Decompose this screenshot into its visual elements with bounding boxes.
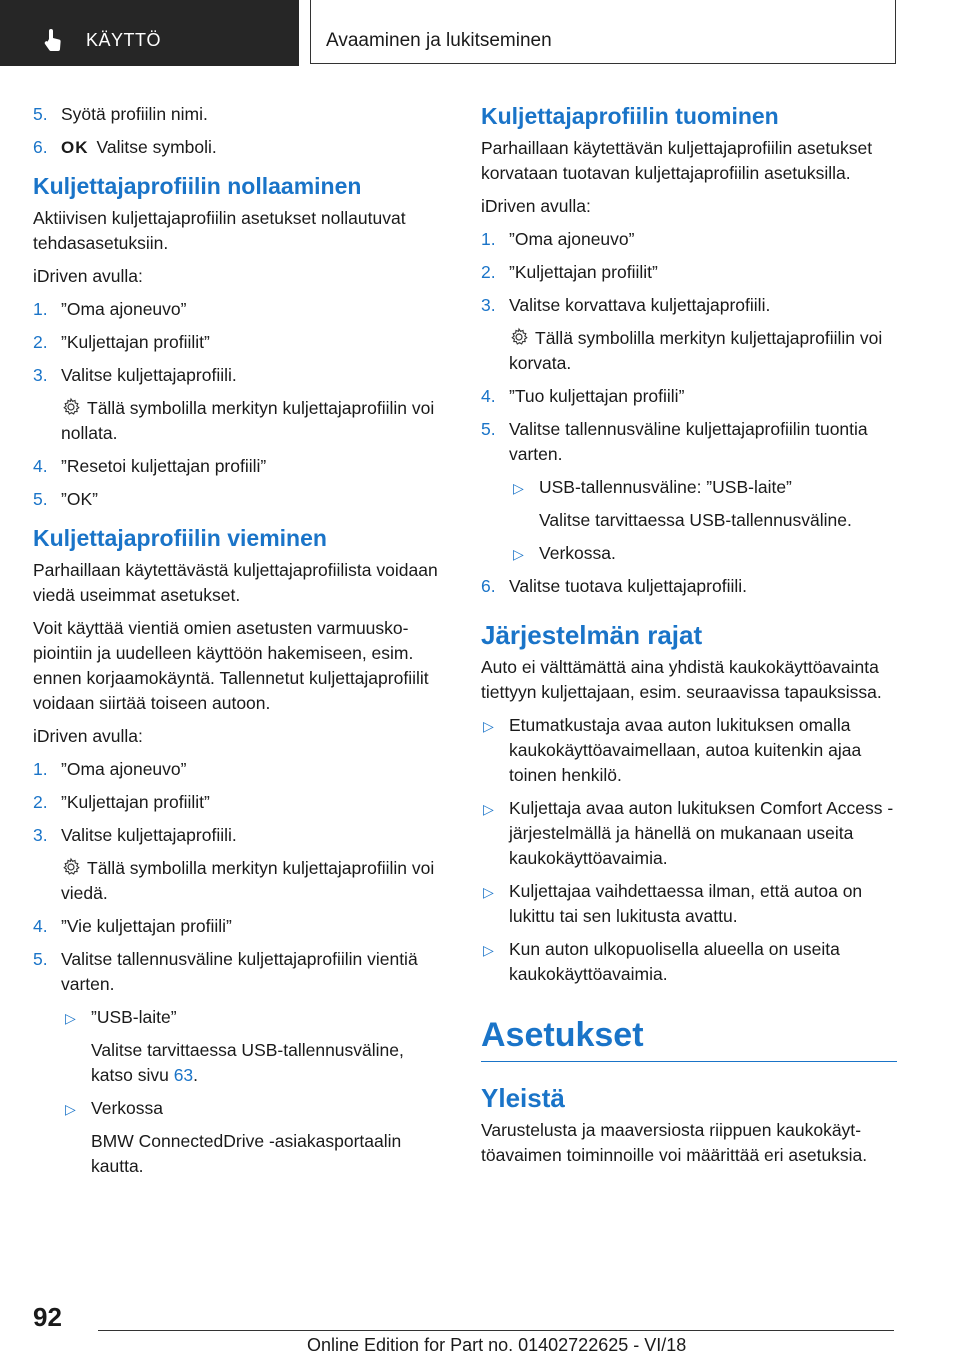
list-item: 1. ”Oma ajoneuvo”: [481, 229, 635, 249]
note: Tällä symbolilla merkityn kuljettajaprofiilin voi nollata.: [61, 398, 435, 443]
reset-heading: Kuljettajaprofiilin nollaaminen: [33, 173, 362, 199]
ok-symbol-icon: OK: [61, 138, 89, 157]
list-item: 5. ”OK”: [33, 489, 98, 509]
list-item: 2. ”Kuljettajan profiilit”: [33, 792, 210, 812]
paragraph: Auto ei välttämättä aina yhdistä kaukokäyttöavainta tiettyyn kuljettajaan, esim. seuraavissa tapauksissa.: [481, 657, 882, 702]
triangle-bullet-icon: ▷: [513, 480, 524, 496]
bullet-item: ▷ Etumatkustaja avaa auton lukituksen omalla kaukokäyttöavaimellaan, autoa kuitenkin ajaa toinen henkilö.: [483, 715, 862, 785]
list-item: 3. Valitse korvattava kuljettajaprofiili.: [481, 295, 771, 315]
page-link[interactable]: 63: [173, 1065, 194, 1085]
page-number: 92: [33, 1302, 62, 1332]
bullet-item: ▷ Verkossa: [33, 1096, 449, 1121]
sub-text: BMW ConnectedDrive -asiakasportaalin kautta.: [91, 1131, 402, 1176]
list-item: 4. ”Resetoi kuljettajan profiili”: [33, 456, 267, 476]
sub-text: Valitse tarvittaessa USB-tallennusväline.: [539, 510, 852, 530]
left-column: [33, 102, 449, 1187]
note: Tällä symbolilla merkityn kuljettajaprofiilin voi viedä.: [61, 858, 435, 903]
list-item: 3. Valitse kuljettajaprofiili.: [33, 825, 237, 845]
triangle-bullet-icon: ▷: [65, 1101, 76, 1117]
import-heading: Kuljettajaprofiilin tuominen: [481, 103, 779, 129]
triangle-bullet-icon: ▷: [483, 884, 494, 900]
gear-icon: [509, 327, 529, 347]
note: Tällä symbolilla merkityn kuljettajaprofiilin voi korvata.: [509, 328, 883, 373]
gear-icon: [61, 397, 81, 417]
paragraph: iDriven avulla:: [33, 266, 143, 286]
general-heading: Yleistä: [481, 1083, 565, 1113]
list-item: 5. Syötä profiilin nimi.: [33, 104, 208, 124]
paragraph: Aktiivisen kuljettajaprofiilin asetukset nollautuvat tehdasasetuksiin.: [33, 208, 406, 253]
triangle-bullet-icon: ▷: [483, 718, 494, 734]
paragraph: Varustelusta ja maaversiosta riippuen kaukokäyttöavaimen toiminnoille voi määrittää eri asetuksia.: [481, 1120, 868, 1165]
list-item: 5. Valitse tallennusväline kuljettajaprofiilin vientiä varten.: [33, 949, 418, 994]
bullet-item: ▷ Kuljettajaa vaihdettaessa ilman, että autoa on lukittu tai sen lukitusta avattu.: [483, 881, 863, 926]
bullet-item: ▷ ”USB-laite”: [33, 1005, 449, 1030]
footer-edition: Online Edition for Part no. 01402722625 - VI/18: [307, 1335, 687, 1355]
list-item: 1. ”Oma ajoneuvo”: [33, 759, 187, 779]
list-item: 5. Valitse tallennusväline kuljettajaprofiilin tuontia varten.: [481, 419, 868, 464]
triangle-bullet-icon: ▷: [513, 546, 524, 562]
limits-heading: Järjestelmän rajat: [481, 620, 703, 650]
triangle-bullet-icon: ▷: [483, 801, 494, 817]
paragraph: iDriven avulla:: [33, 726, 143, 746]
sub-text: Valitse tarvittaessa USB-tallennusväline, katso sivu 63.: [91, 1040, 404, 1085]
list-item: 2. ”Kuljettajan profiilit”: [33, 332, 210, 352]
section-title: KÄYTTÖ: [86, 30, 162, 50]
paragraph: iDriven avulla:: [481, 196, 591, 216]
chapter-tab: [310, 0, 896, 64]
bullet-item: ▷ Kun auton ulkopuolisella alueella on useita kaukokäyttöavaimia.: [483, 939, 840, 984]
triangle-bullet-icon: ▷: [65, 1010, 76, 1026]
gear-icon: [61, 857, 81, 877]
paragraph: Voit käyttää vientiä omien asetusten varmuuskopiointiin ja uudelleen käyttöön hakemiseen, esim. ennen korjaamokäyntä. Tallennetut kuljettajaprofiilit voidaan siirtää toiseen autoon.: [33, 618, 429, 713]
list-item: 3. Valitse kuljettajaprofiili.: [33, 365, 237, 385]
list-item: 6. OK Valitse symboli.: [33, 137, 217, 157]
bullet-item: ▷ Verkossa.: [481, 541, 897, 566]
list-item: 2. ”Kuljettajan profiilit”: [481, 262, 658, 282]
list-item: 1. ”Oma ajoneuvo”: [33, 299, 187, 319]
paragraph: Parhaillaan käytettävästä kuljettajaprofiilista voidaan viedä useimmat asetukset.: [33, 560, 438, 605]
list-item: 4. ”Vie kuljettajan profiili”: [33, 916, 232, 936]
paragraph: Parhaillaan käytettävän kuljettajaprofiilin asetukset korvataan tuotavan kuljettajaprofiilin asetuksilla.: [481, 138, 873, 183]
bullet-item: ▷ Kuljettaja avaa auton lukituksen Comfort Access -järjestelmällä ja hänellä on mukanaan useita kaukokäyttöavaimia.: [483, 798, 894, 868]
chapter-title: Avaaminen ja lukitseminen: [326, 30, 552, 51]
settings-heading: Asetukset: [481, 1015, 897, 1062]
hand-pointer-icon: [42, 28, 64, 52]
footer-divider: [98, 1330, 894, 1331]
bullet-item: ▷ USB-tallennusväline: ”USB-laite”: [481, 475, 897, 500]
export-heading: Kuljettajaprofiilin vieminen: [33, 525, 327, 551]
triangle-bullet-icon: ▷: [483, 942, 494, 958]
list-item: 4. ”Tuo kuljettajan profiili”: [481, 386, 685, 406]
right-column: [481, 102, 897, 1176]
list-item: 6. Valitse tuotava kuljettajaprofiili.: [481, 576, 747, 596]
section-tab: [0, 0, 299, 66]
